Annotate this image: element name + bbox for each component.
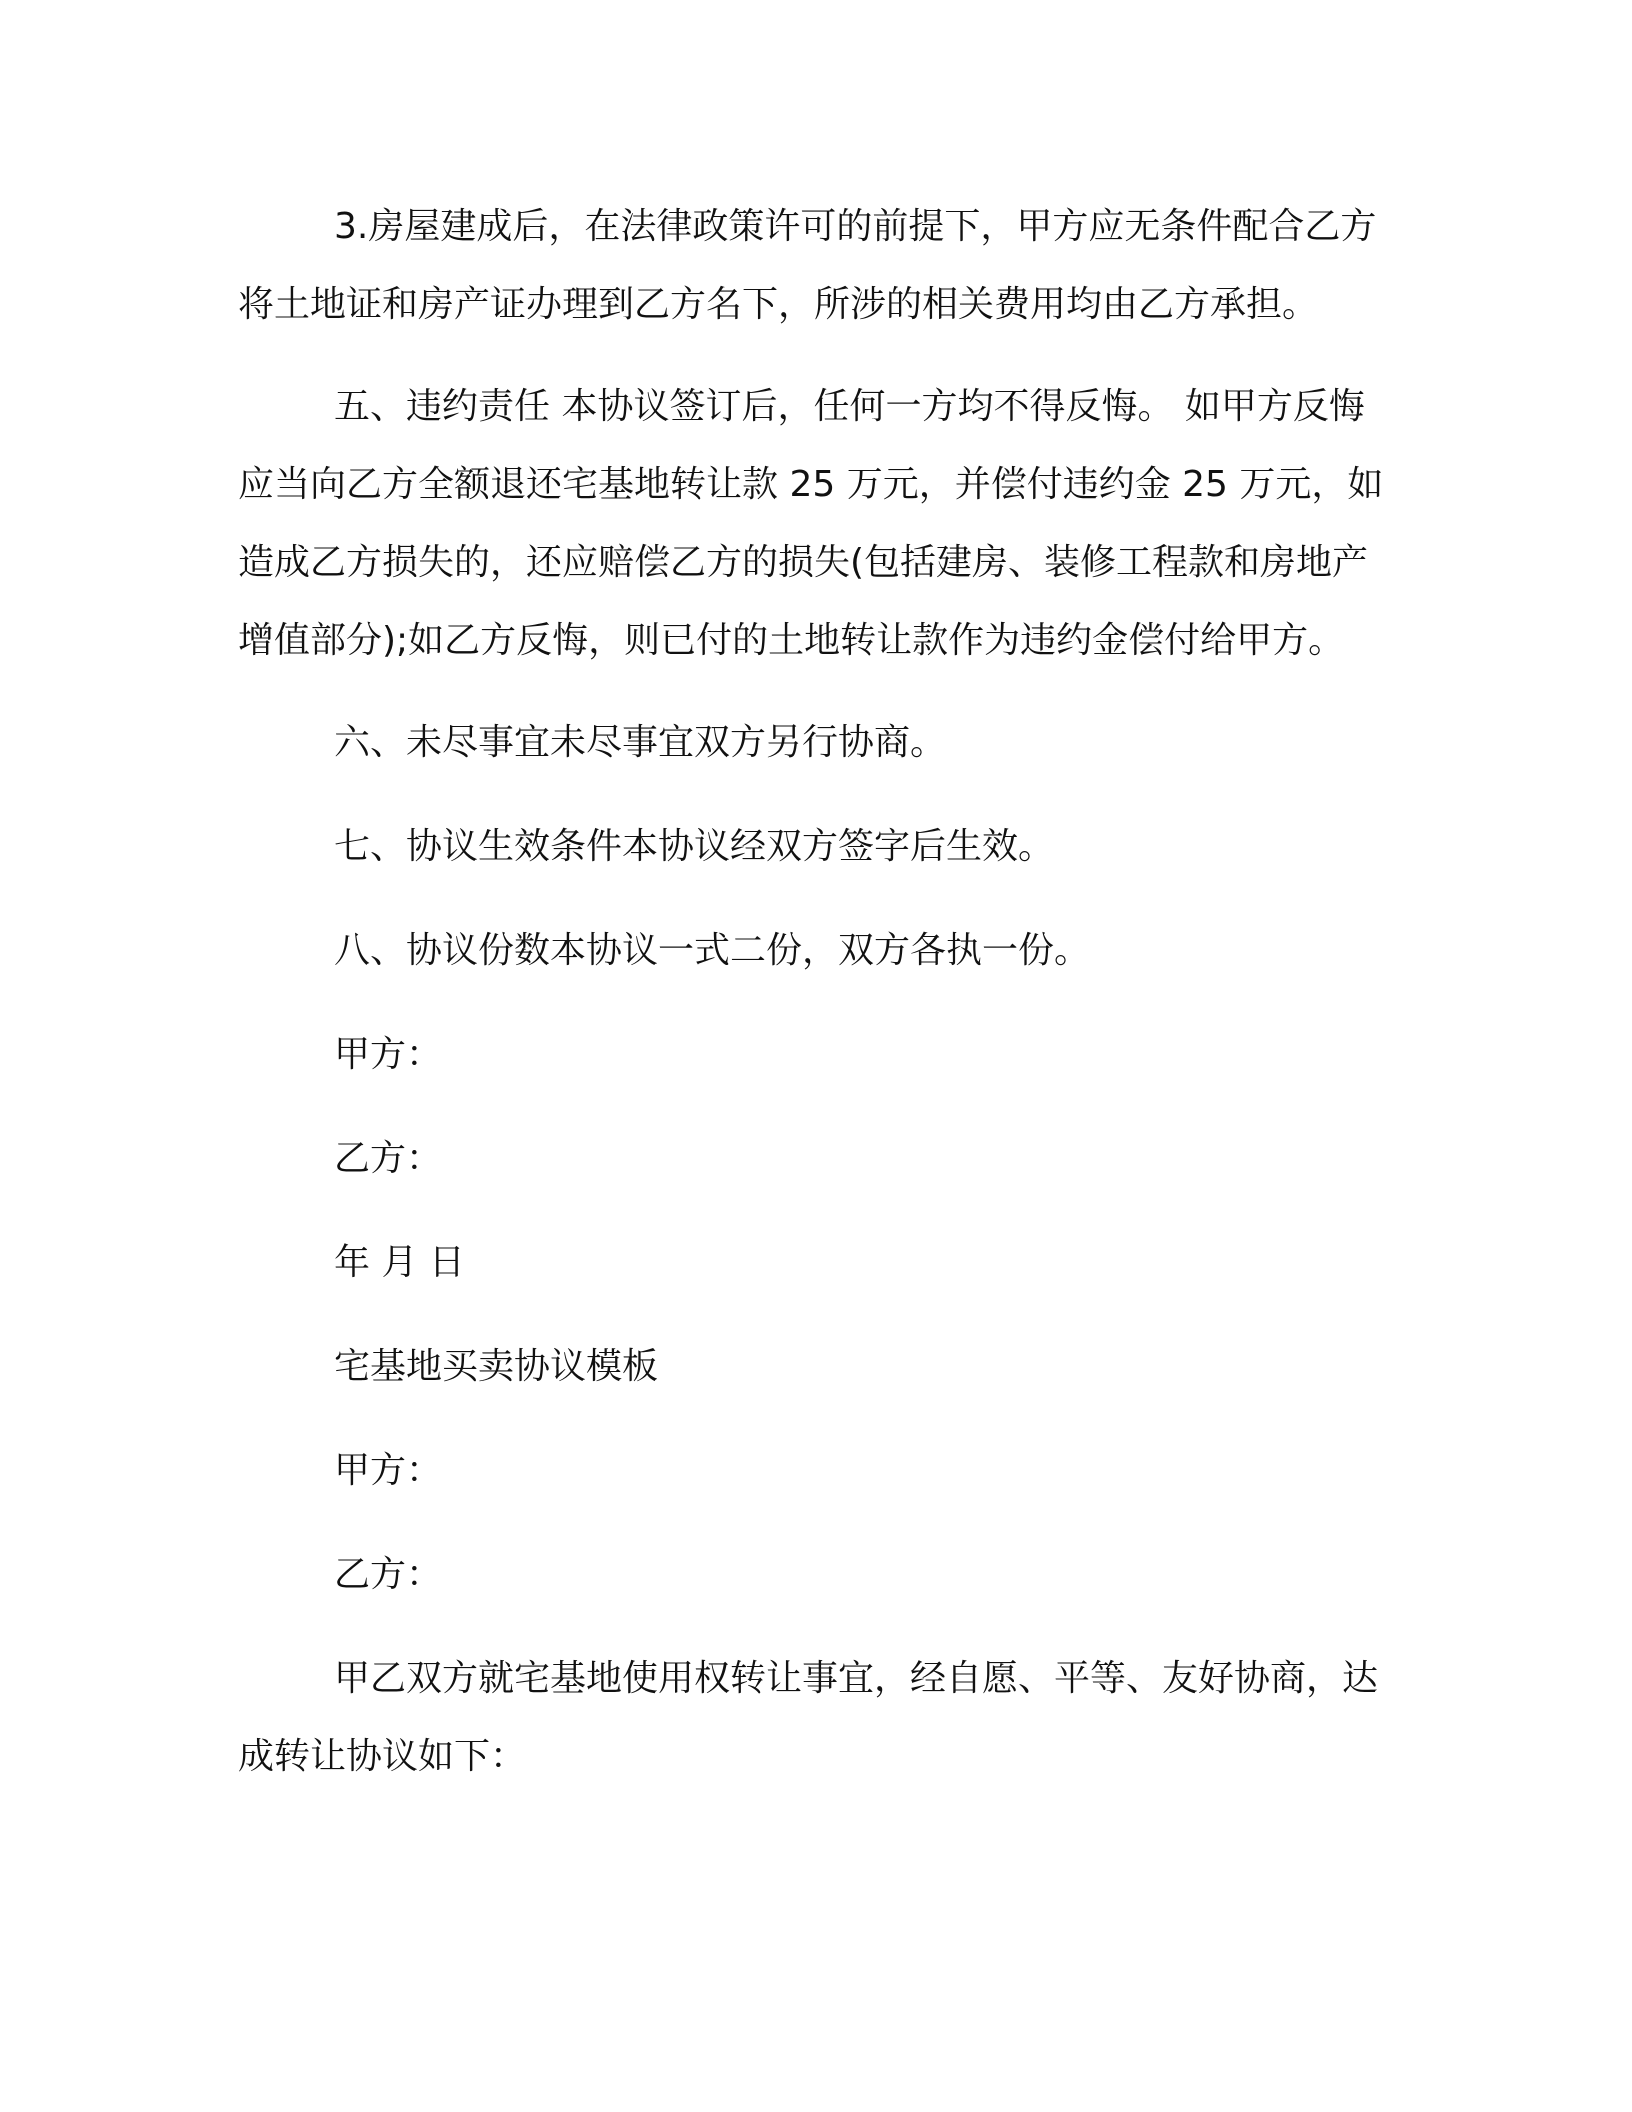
clause-effective-conditions: 七、协议生效条件本协议经双方签字后生效。 — [334, 826, 1055, 867]
signature-party-a: 甲方： — [334, 1034, 443, 1075]
template-intro: 甲乙双方就宅基地使用权转让事宜，经自愿、平等、友好协商，达成转让协议如下： — [238, 1658, 1379, 1777]
clause-copies: 八、协议份数本协议一式二份，双方各执一份。 — [334, 930, 1091, 971]
template-party-b: 乙方： — [334, 1554, 443, 1595]
clause-housing-certificates: 3.房屋建成后，在法律政策许可的前提下，甲方应无条件配合乙方将土地证和房产证办理到乙方名下，所涉的相关费用均由乙方承担。 — [238, 206, 1377, 325]
clause-unresolved-matters: 六、未尽事宜未尽事宜双方另行协商。 — [334, 722, 947, 763]
signature-date: 年 月 日 — [334, 1242, 465, 1283]
template-party-a: 甲方： — [334, 1450, 443, 1491]
document-body — [238, 188, 1384, 1796]
signature-party-b: 乙方： — [334, 1138, 443, 1179]
clause-breach-liability: 五、违约责任 本协议签订后，任何一方均不得反悔。 如甲方反悔应当向乙方全额退还宅基地转让款 25 万元，并偿付违约金 25 万元，如造成乙方损失的，还应赔偿乙方的损失(包括建房、装修工程款和房地产增值部分);如乙方反悔，则已付的土地转让款作为违约金偿付给甲方。 — [238, 386, 1384, 661]
template-title: 宅基地买卖协议模板 — [334, 1346, 659, 1387]
